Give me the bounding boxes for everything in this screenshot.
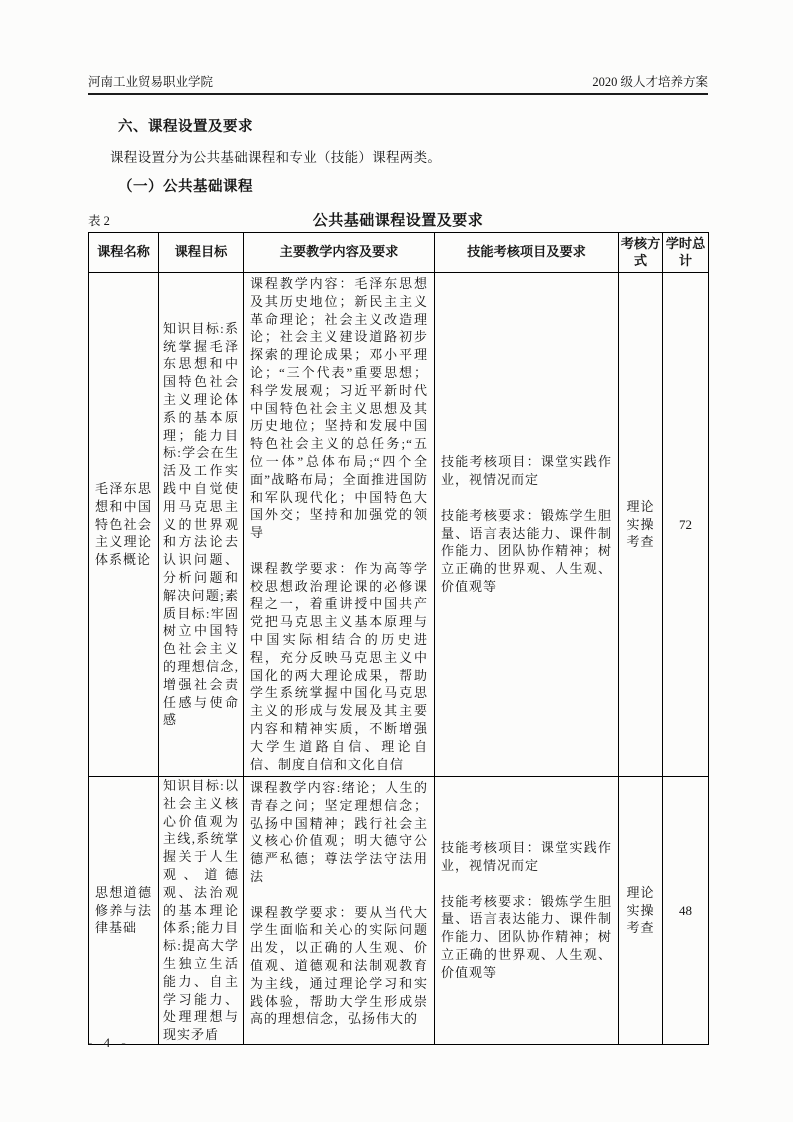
table-caption-row: [88, 209, 708, 229]
subsection-heading: （一）公共基础课程: [118, 179, 253, 195]
table-title: 公共基础课程设置及要求: [312, 212, 484, 229]
course-objectives-cell: 知识目标:以社会主义核心价值观为主线,系统掌握关于人生观、道德观、法治观的基本理论体系;能力目标:提高大学生独立生活能力、自主学习能力、处理理想与现实矛盾: [159, 777, 244, 1045]
course-objectives-cell: 知识目标:系统掌握毛泽东思想和中国特色社会主义理论体系的基本原理；能力目标:学会在生活及工作实践中自觉使用马克思主义的世界观和方法论去认识问题、分析问题和解决问题;素质目标:牢固树立中国特色社会主义的理想信念,增强社会责任感与使命感: [159, 273, 244, 777]
assessment-requirement-paragraph: 技能考核要求：锻炼学生胆量、语言表达能力、课件制作能力、团队协作精神；树立正确的世界观、人生观、价值观等: [441, 507, 612, 594]
total-hours-cell: 48: [663, 777, 709, 1045]
header-school-name: 河南工业贸易职业学院: [88, 75, 214, 89]
teaching-content-paragraph: 课程教学内容：毛泽东思想及其历史地位；新民主主义革命理论；社会主义改造理论；社会主义建设道路初步探索的理论成果；邓小平理论；“三个代表”重要思想；科学发展观；习近平新时代中国特色社会主义思想及其历史地位；坚持和发展中国特色社会主义的总任务;“五位一体”总体布局;“四个全面”战略布局；全面推进国防和军队现代化；中国特色大国外交；坚持和加强党的领导: [250, 276, 428, 541]
course-name-cell: 思想道德修养与法律基础: [89, 777, 159, 1045]
intro-paragraph: 课程设置分为公共基础课程和专业（技能）课程两类。: [110, 150, 442, 165]
page-number: - 4 -: [88, 1035, 130, 1050]
skill-assessment-cell: [435, 777, 619, 1045]
course-table: [88, 232, 709, 1045]
teaching-content-cell: [244, 777, 435, 1045]
page-content: [88, 0, 708, 1045]
assessment-item-paragraph: 技能考核项目：课堂实践作业，视情况而定: [441, 454, 612, 488]
teaching-requirement-paragraph: 课程教学要求：要从当代大学生面临和关心的实际问题出发，以正确的人生观、价值观、道德观和法制观教育为主线，通过理论学习和实践体验，帮助大学生形成崇高的理想信念，弘扬伟大的: [250, 904, 428, 1027]
header-assessment-method: 考核方式: [619, 233, 663, 273]
table-header-row: [89, 233, 709, 273]
teaching-content-paragraph: 课程教学内容:绪论；人生的青春之问；坚定理想信念；弘扬中国精神；践行社会主义核心价值观；明大德守公德严私德；尊法学法守法用法: [250, 780, 428, 884]
total-hours-cell: 72: [663, 273, 709, 777]
header-teaching-content: 主要教学内容及要求: [244, 233, 435, 273]
teaching-requirement-paragraph: 课程教学要求：作为高等学校思想政治理论课的必修课程之一，着重讲授中国共产党把马克思主义基本原理与中国实际相结合的历史进程，充分反映马克思主义中国化的两大理论成果，帮助学生系统掌握中国化马克思主义的形成与发展及其主要内容和精神实质，不断增强大学生道路自信、理论自信、制度自信和文化自信: [250, 560, 428, 772]
assessment-item-paragraph: 技能考核项目：课堂实践作业，视情况而定: [441, 840, 612, 874]
skill-assessment-cell: [435, 273, 619, 777]
assessment-method-cell: 理论实操考查: [619, 273, 663, 777]
header-total-hours: 学时总计: [663, 233, 709, 273]
assessment-requirement-paragraph: 技能考核要求：锻炼学生胆量、语言表达能力、课件制作能力、团队协作精神；树立正确的世界观、人生观、价值观等: [441, 893, 612, 980]
assessment-method-cell: 理论实操考查: [619, 777, 663, 1045]
table-row-maozedong-course: [89, 273, 709, 777]
header-course-name: 课程名称: [89, 233, 159, 273]
table-row-sixiangdaode-course: [89, 777, 709, 1045]
table-number-label: 表 2: [88, 214, 110, 228]
running-header: [88, 0, 708, 95]
header-skill-assessment: 技能考核项目及要求: [435, 233, 619, 273]
header-plan-title: 2020 级人才培养方案: [592, 75, 708, 89]
section-heading: 六、课程设置及要求: [118, 119, 253, 135]
teaching-content-cell: [244, 273, 435, 777]
course-name-cell: 毛泽东思想和中国特色社会主义理论体系概论: [89, 273, 159, 777]
header-course-objectives: 课程目标: [159, 233, 244, 273]
